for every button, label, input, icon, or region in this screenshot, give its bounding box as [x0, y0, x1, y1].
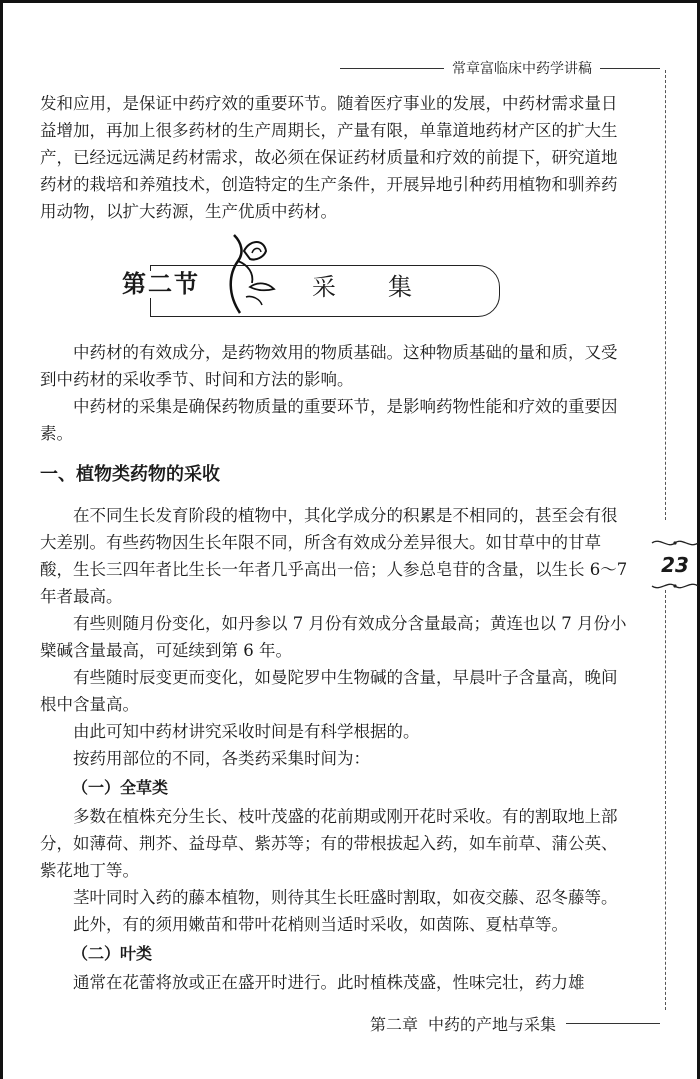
section-title: 采集 [312, 273, 464, 301]
page-frame-left [0, 0, 3, 1079]
page-number-badge [650, 534, 700, 596]
footer-chapter: 第二章 [370, 1015, 419, 1034]
running-header [340, 58, 660, 78]
section-number: 第二节 [122, 271, 204, 298]
page-number: 23 [661, 553, 689, 577]
header-rule [340, 68, 444, 69]
side-rule-lower [665, 590, 666, 1010]
flower-ornament-icon [226, 225, 286, 315]
footer-chapter-title: 中药的产地与采集 [428, 1015, 557, 1034]
subheading-leaves: （二）叶类 [72, 944, 153, 963]
running-footer [370, 1012, 660, 1035]
body-paragraph: 茎叶同时入药的藤本植物，则待其生长旺盛时割取，如夜交藤、忍冬藤等。 [73, 888, 618, 907]
page-body [40, 90, 630, 996]
page-frame-top [0, 0, 700, 3]
section-banner [40, 225, 630, 339]
side-rule-upper [665, 70, 666, 520]
heading-plant-harvest: 一、植物类药物的采收 [40, 464, 220, 485]
subheading-whole-herb: （一）全草类 [72, 778, 169, 797]
body-paragraph: 有些随时辰变更而变化，如曼陀罗中生物碱的含量，早晨叶子含量高，晚间根中含量高。 [40, 668, 618, 714]
body-paragraph: 有些则随月份变化，如丹参以 7 月份有效成分含量最高；黄连也以 7 月份小檗碱含量最高，可延续到第 6 年。 [40, 614, 627, 660]
intro-paragraph: 中药材的采集是确保药物质量的重要环节，是影响药物性能和疗效的重要因素。 [40, 397, 618, 443]
running-title: 常章富临床中药学讲稿 [452, 61, 592, 77]
intro-paragraph: 中药材的有效成分，是药物效用的物质基础。这种物质基础的量和质，又受到中药材的采收季节、时间和方法的影响。 [40, 343, 618, 389]
body-paragraph: 此外，有的须用嫩苗和带叶花梢则当适时采收，如茵陈、夏枯草等。 [73, 915, 568, 934]
carryover-paragraph: 发和应用，是保证中药疗效的重要环节。随着医疗事业的发展，中药材需求量日益增加，再加上很多药材的生产周期长，产量有限，单靠道地药材产区的扩大生产，已经远远满足药材需求，故必须在保证药材质量和疗效的前提下，研究道地药材的栽培和养殖技术，创造特定的生产条件，开展异地引种药用植物和驯养药用动物，以扩大药源，生产优质中药材。 [40, 94, 618, 221]
body-paragraph: 由此可知中药材讲究采收时间是有科学根据的。 [73, 722, 420, 741]
body-paragraph: 多数在植株充分生长、枝叶茂盛的花前期或刚开花时采收。有的割取地上部分，如薄荷、荆芥、益母草、紫苏等；有的带根拔起入药，如车前草、蒲公英、紫花地丁等。 [40, 807, 618, 880]
footer-rule [566, 1023, 660, 1024]
header-rule-right [600, 68, 660, 69]
body-paragraph: 在不同生长发育阶段的植物中，其化学成分的积累是不相同的，甚至会有很大差别。有些药物因生长年限不同，所含有效成分差异很大。如甘草中的甘草酸，生长三四年者比生长一年者几乎高出一倍；人参总皂苷的含量，以生长 6～7 年者最高。 [40, 506, 628, 606]
ornament-bottom-icon [650, 580, 700, 592]
body-paragraph: 通常在花蕾将放或正在盛开时进行。此时植株茂盛，性味完壮，药力雄 [73, 973, 585, 992]
body-paragraph: 按药用部位的不同，各类药采集时间为： [73, 749, 370, 768]
ornament-top-icon [650, 537, 700, 549]
